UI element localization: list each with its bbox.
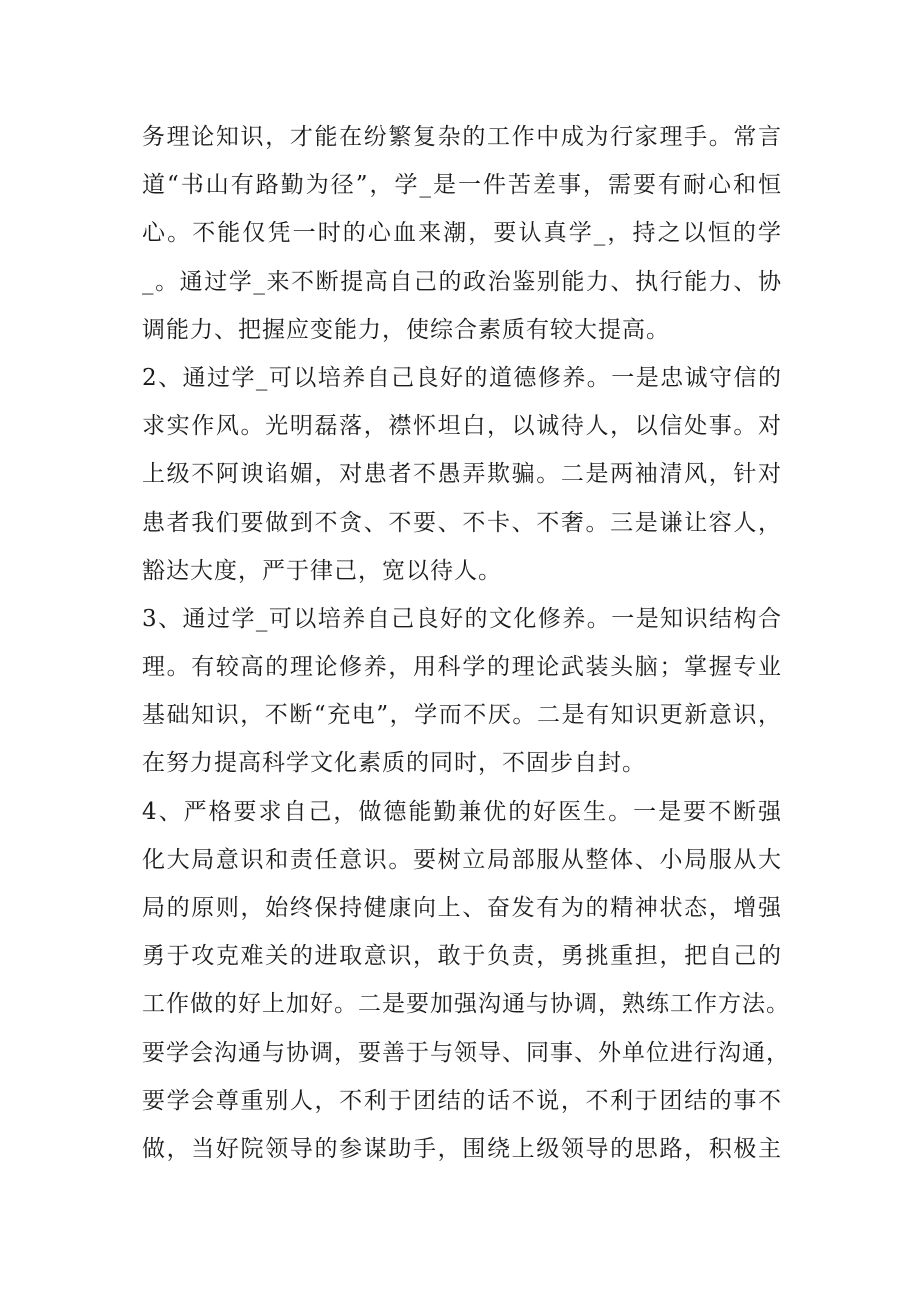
text-line: 心。不能仅凭一时的心血来潮，要认真学_，持之以恒的学 xyxy=(142,220,782,247)
text-line: 基础知识，不断“充电”，学而不厌。二是有知识更新意识， xyxy=(142,702,782,729)
text-line: 做，当好院领导的参谋助手，围绕上级领导的思路，积极主 xyxy=(142,1135,782,1162)
text-line: _。通过学_来不断提高自己的政治鉴别能力、执行能力、协 xyxy=(142,268,782,295)
text-line: 要学会尊重别人，不利于团结的话不说，不利于团结的事不 xyxy=(142,1087,782,1114)
text-line: 化大局意识和责任意识。要树立局部服从整体、小局服从大 xyxy=(142,846,782,873)
text-line: 3、通过学_可以培养自己良好的文化修养。一是知识结构合 xyxy=(142,605,782,632)
text-line: 工作做的好上加好。二是要加强沟通与协调，熟练工作方法。 xyxy=(142,991,790,1018)
text-line: 勇于攻克难关的进取意识，敢于负责，勇挑重担，把自己的 xyxy=(142,943,782,970)
text-line: 理。有较高的理论修养，用科学的理论武装头脑；掌握专业 xyxy=(142,654,782,681)
text-line: 局的原则，始终保持健康向上、奋发有为的精神状态，增强 xyxy=(142,895,782,921)
text-line: 患者我们要做到不贪、不要、不卡、不奢。三是谦让容人， xyxy=(142,509,782,536)
text-line: 求实作风。光明磊落，襟怀坦白，以诚待人，以信处事。对 xyxy=(142,413,782,440)
text-line: 2、通过学_可以培养自己良好的道德修养。一是忠诚守信的 xyxy=(142,364,782,391)
text-line: 调能力、把握应变能力，使综合素质有较大提高。 xyxy=(142,316,670,343)
text-line: 务理论知识，才能在纷繁复杂的工作中成为行家理手。常言 xyxy=(142,124,782,150)
body-text xyxy=(142,113,790,1173)
text-line: 4、严格要求自己，做德能勤兼优的好医生。一是要不断强 xyxy=(142,798,782,825)
text-line: 在努力提高科学文化素质的同时，不固步自封。 xyxy=(142,750,646,777)
text-line: 上级不阿谀谄媚，对患者不愚弄欺骗。二是两袖清风，针对 xyxy=(142,461,782,488)
text-line: 要学会沟通与协调，要善于与领导、同事、外单位进行沟通， xyxy=(142,1039,790,1066)
text-line: 豁达大度，严于律己，宽以待人。 xyxy=(142,557,502,584)
text-line: 道“书山有路勤为径”，学_是一件苦差事，需要有耐心和恒 xyxy=(142,172,782,199)
